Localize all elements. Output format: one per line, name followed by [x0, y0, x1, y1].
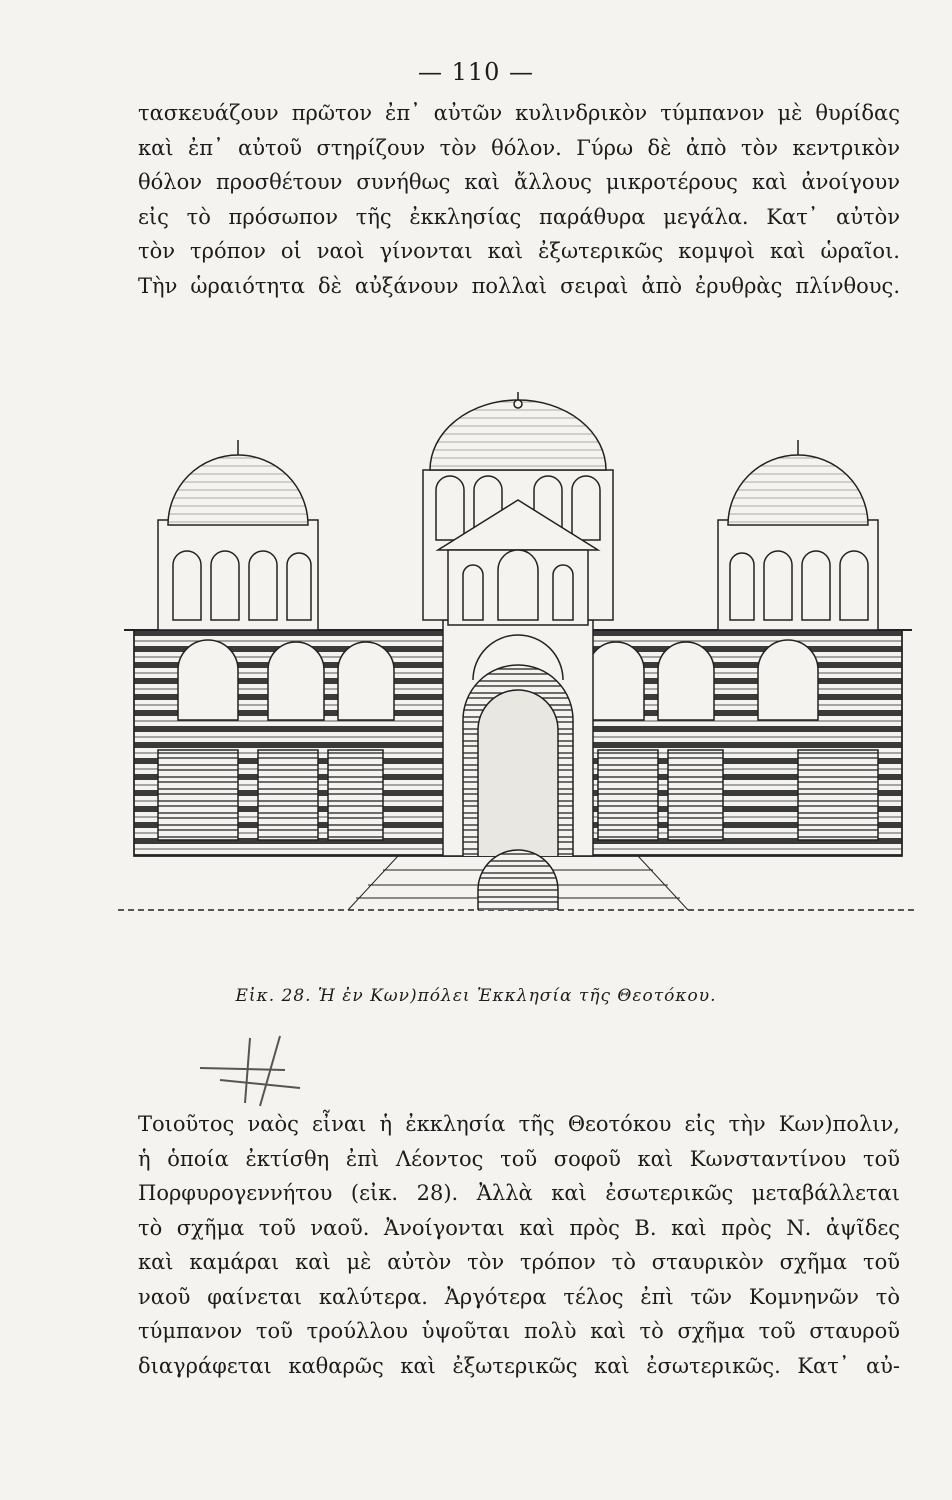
text-line: Τὴν ὡραιότητα δὲ αὐξάνουν πολλαὶ σειραὶ ἀπὸ ἐρυθρὰς πλίνθους. — [138, 273, 900, 298]
figure-caption: Εἰκ. 28. Ἡ ἐν Κων)πόλει Ἐκκλησία τῆς Θεοτόκου. — [235, 986, 717, 1006]
text-line: θόλον προσθέτουν συνήθως καὶ ἄλλους μικροτέρους καὶ ἀνοίγουν — [138, 170, 900, 194]
church-illustration — [118, 390, 918, 950]
pencil-cross-mark — [190, 1028, 320, 1108]
text-line: τασκευάζουν πρῶτον ἐπ᾽ αὐτῶν κυλινδρικὸν τύμπανον μὲ θυρίδας — [138, 101, 900, 125]
text-line: Τοιοῦτος ναὸς εἶναι ἡ ἐκκλησία τῆς Θεοτόκου εἰς τὴν Κων)πολιν, — [138, 1112, 900, 1136]
paragraph-bottom — [138, 1107, 900, 1383]
paragraph-top — [138, 96, 900, 303]
text-line: τὸ σχῆμα τοῦ ναοῦ. Ἀνοίγονται καὶ πρὸς Β. καὶ πρὸς Ν. ἀψῖδες — [138, 1215, 900, 1240]
text-line: καὶ καμάραι καὶ μὲ αὐτὸν τὸν τρόπον τὸ σταυρικὸν σχῆμα τοῦ — [138, 1250, 900, 1274]
text-line: καὶ ἐπ᾽ αὐτοῦ στηρίζουν τὸν θόλον. Γύρω δὲ ἀπὸ τὸν κεντρικὸν — [138, 135, 900, 160]
text-line: διαγράφεται καθαρῶς καὶ ἐξωτερικῶς καὶ ἐσωτερικῶς. Κατ᾽ αὐ- — [138, 1353, 900, 1378]
text-line: τὸν τρόπον οἱ ναοὶ γίνονται καὶ ἐξωτερικῶς κομψοὶ καὶ ὡραῖοι. — [138, 239, 900, 263]
text-line: εἰς τὸ πρόσωπον τῆς ἐκκλησίας παράθυρα μεγάλα. Κατ᾽ αὐτὸν — [138, 204, 900, 229]
page-number: — 110 — — [417, 58, 535, 86]
text-line: τύμπανον τοῦ τρούλλου ὑψοῦται πολὺ καὶ τὸ σχῆμα τοῦ σταυροῦ — [138, 1319, 900, 1343]
text-line: ἡ ὁποία ἐκτίσθη ἐπὶ Λέοντος τοῦ σοφοῦ καὶ Κωνσταντίνου τοῦ — [138, 1146, 900, 1171]
text-line: ναοῦ φαίνεται καλύτερα. Ἀργότερα τέλος ἐπὶ τῶν Κομνηνῶν τὸ — [138, 1284, 900, 1309]
text-line: Πορφυρογεννήτου (εἰκ. 28). Ἀλλὰ καὶ ἐσωτερικῶς μεταβάλλεται — [138, 1181, 900, 1205]
